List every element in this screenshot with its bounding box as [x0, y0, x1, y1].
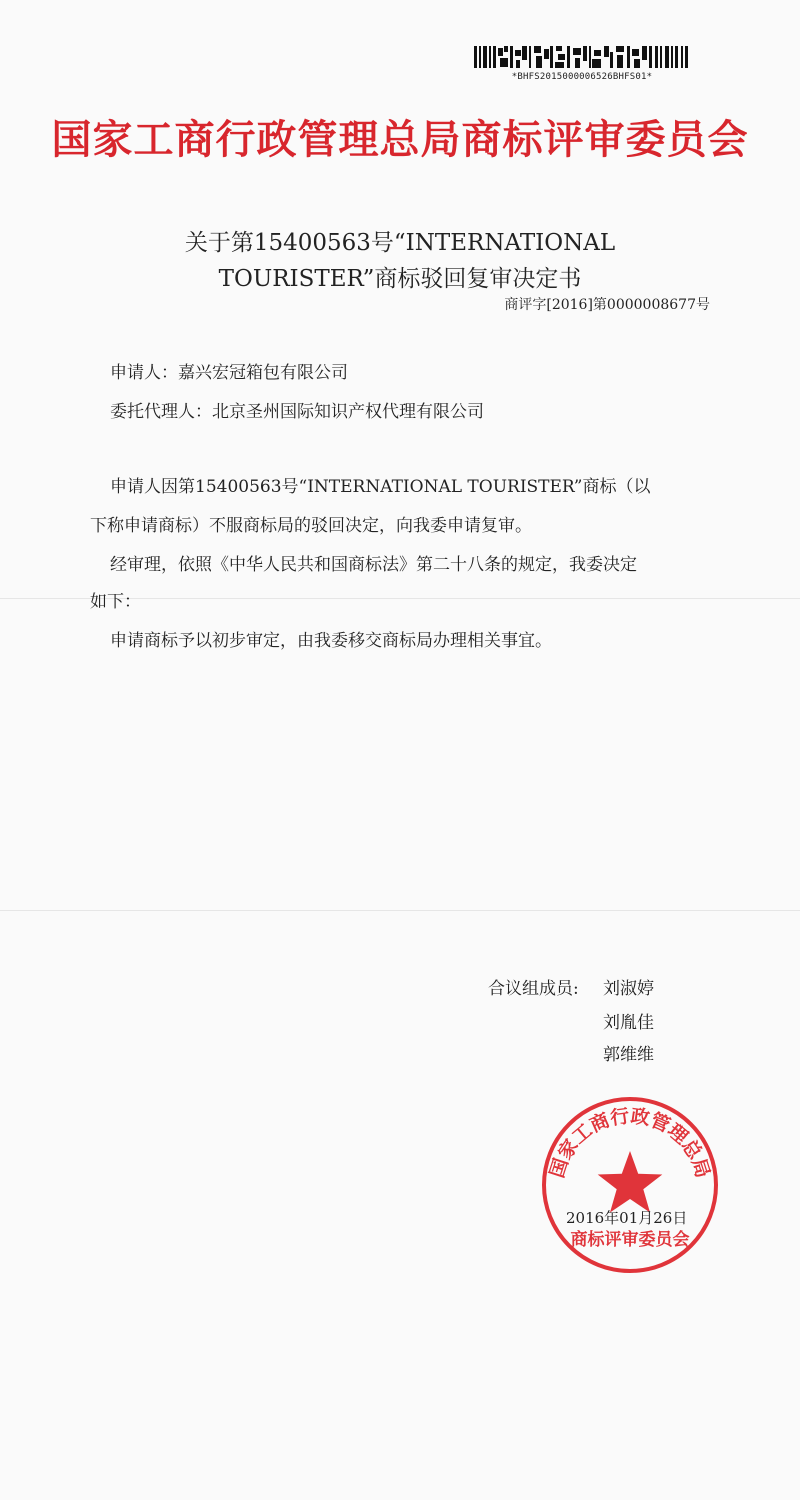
body-paragraph-3: 申请商标予以初步审定，由我委移交商标局办理相关事宜。 [110, 631, 552, 651]
seal-upper-text: 国家工商行政管理总局 [546, 1105, 714, 1181]
body-paragraph-1-line-2: 下称申请商标）不服商标局的驳回决定，向我委申请复审。 [90, 516, 532, 536]
paper-fold-line [0, 910, 800, 911]
official-seal [540, 1095, 720, 1275]
barcode-number: *BHFS2015000006526BHFS01* [511, 72, 653, 82]
panel-members-label: 合议组成员: [488, 979, 579, 999]
body-paragraph-2-line-2: 如下： [90, 592, 141, 612]
star-icon [598, 1151, 663, 1213]
letterhead: 国家工商行政管理总局商标评审委员会 [51, 117, 749, 163]
panel-member: 刘胤佳 [603, 1013, 654, 1033]
body-paragraph-2-line-1: 经审理，依照《中华人民共和国商标法》第二十八条的规定，我委决定 [110, 555, 637, 575]
seal-lower-text: 商标评审委员会 [570, 1230, 690, 1250]
applicant-line: 申请人：嘉兴宏冠箱包有限公司 [110, 363, 348, 383]
body-paragraph-1-line-1: 申请人因第15400563号“INTERNATIONAL TOURISTER”商标（以 [110, 477, 651, 497]
decision-date: 2016年01月26日 [566, 1209, 688, 1227]
panel-member: 刘淑婷 [603, 979, 654, 999]
barcode [474, 46, 688, 68]
document-title-line-1: 关于第15400563号“INTERNATIONAL [184, 230, 616, 256]
document-title-line-2: TOURISTER”商标驳回复审决定书 [218, 266, 582, 292]
agent-line: 委托代理人：北京圣州国际知识产权代理有限公司 [110, 402, 484, 422]
panel-member: 郭维维 [603, 1045, 654, 1065]
document-number: 商评字[2016]第0000008677号 [504, 297, 710, 313]
